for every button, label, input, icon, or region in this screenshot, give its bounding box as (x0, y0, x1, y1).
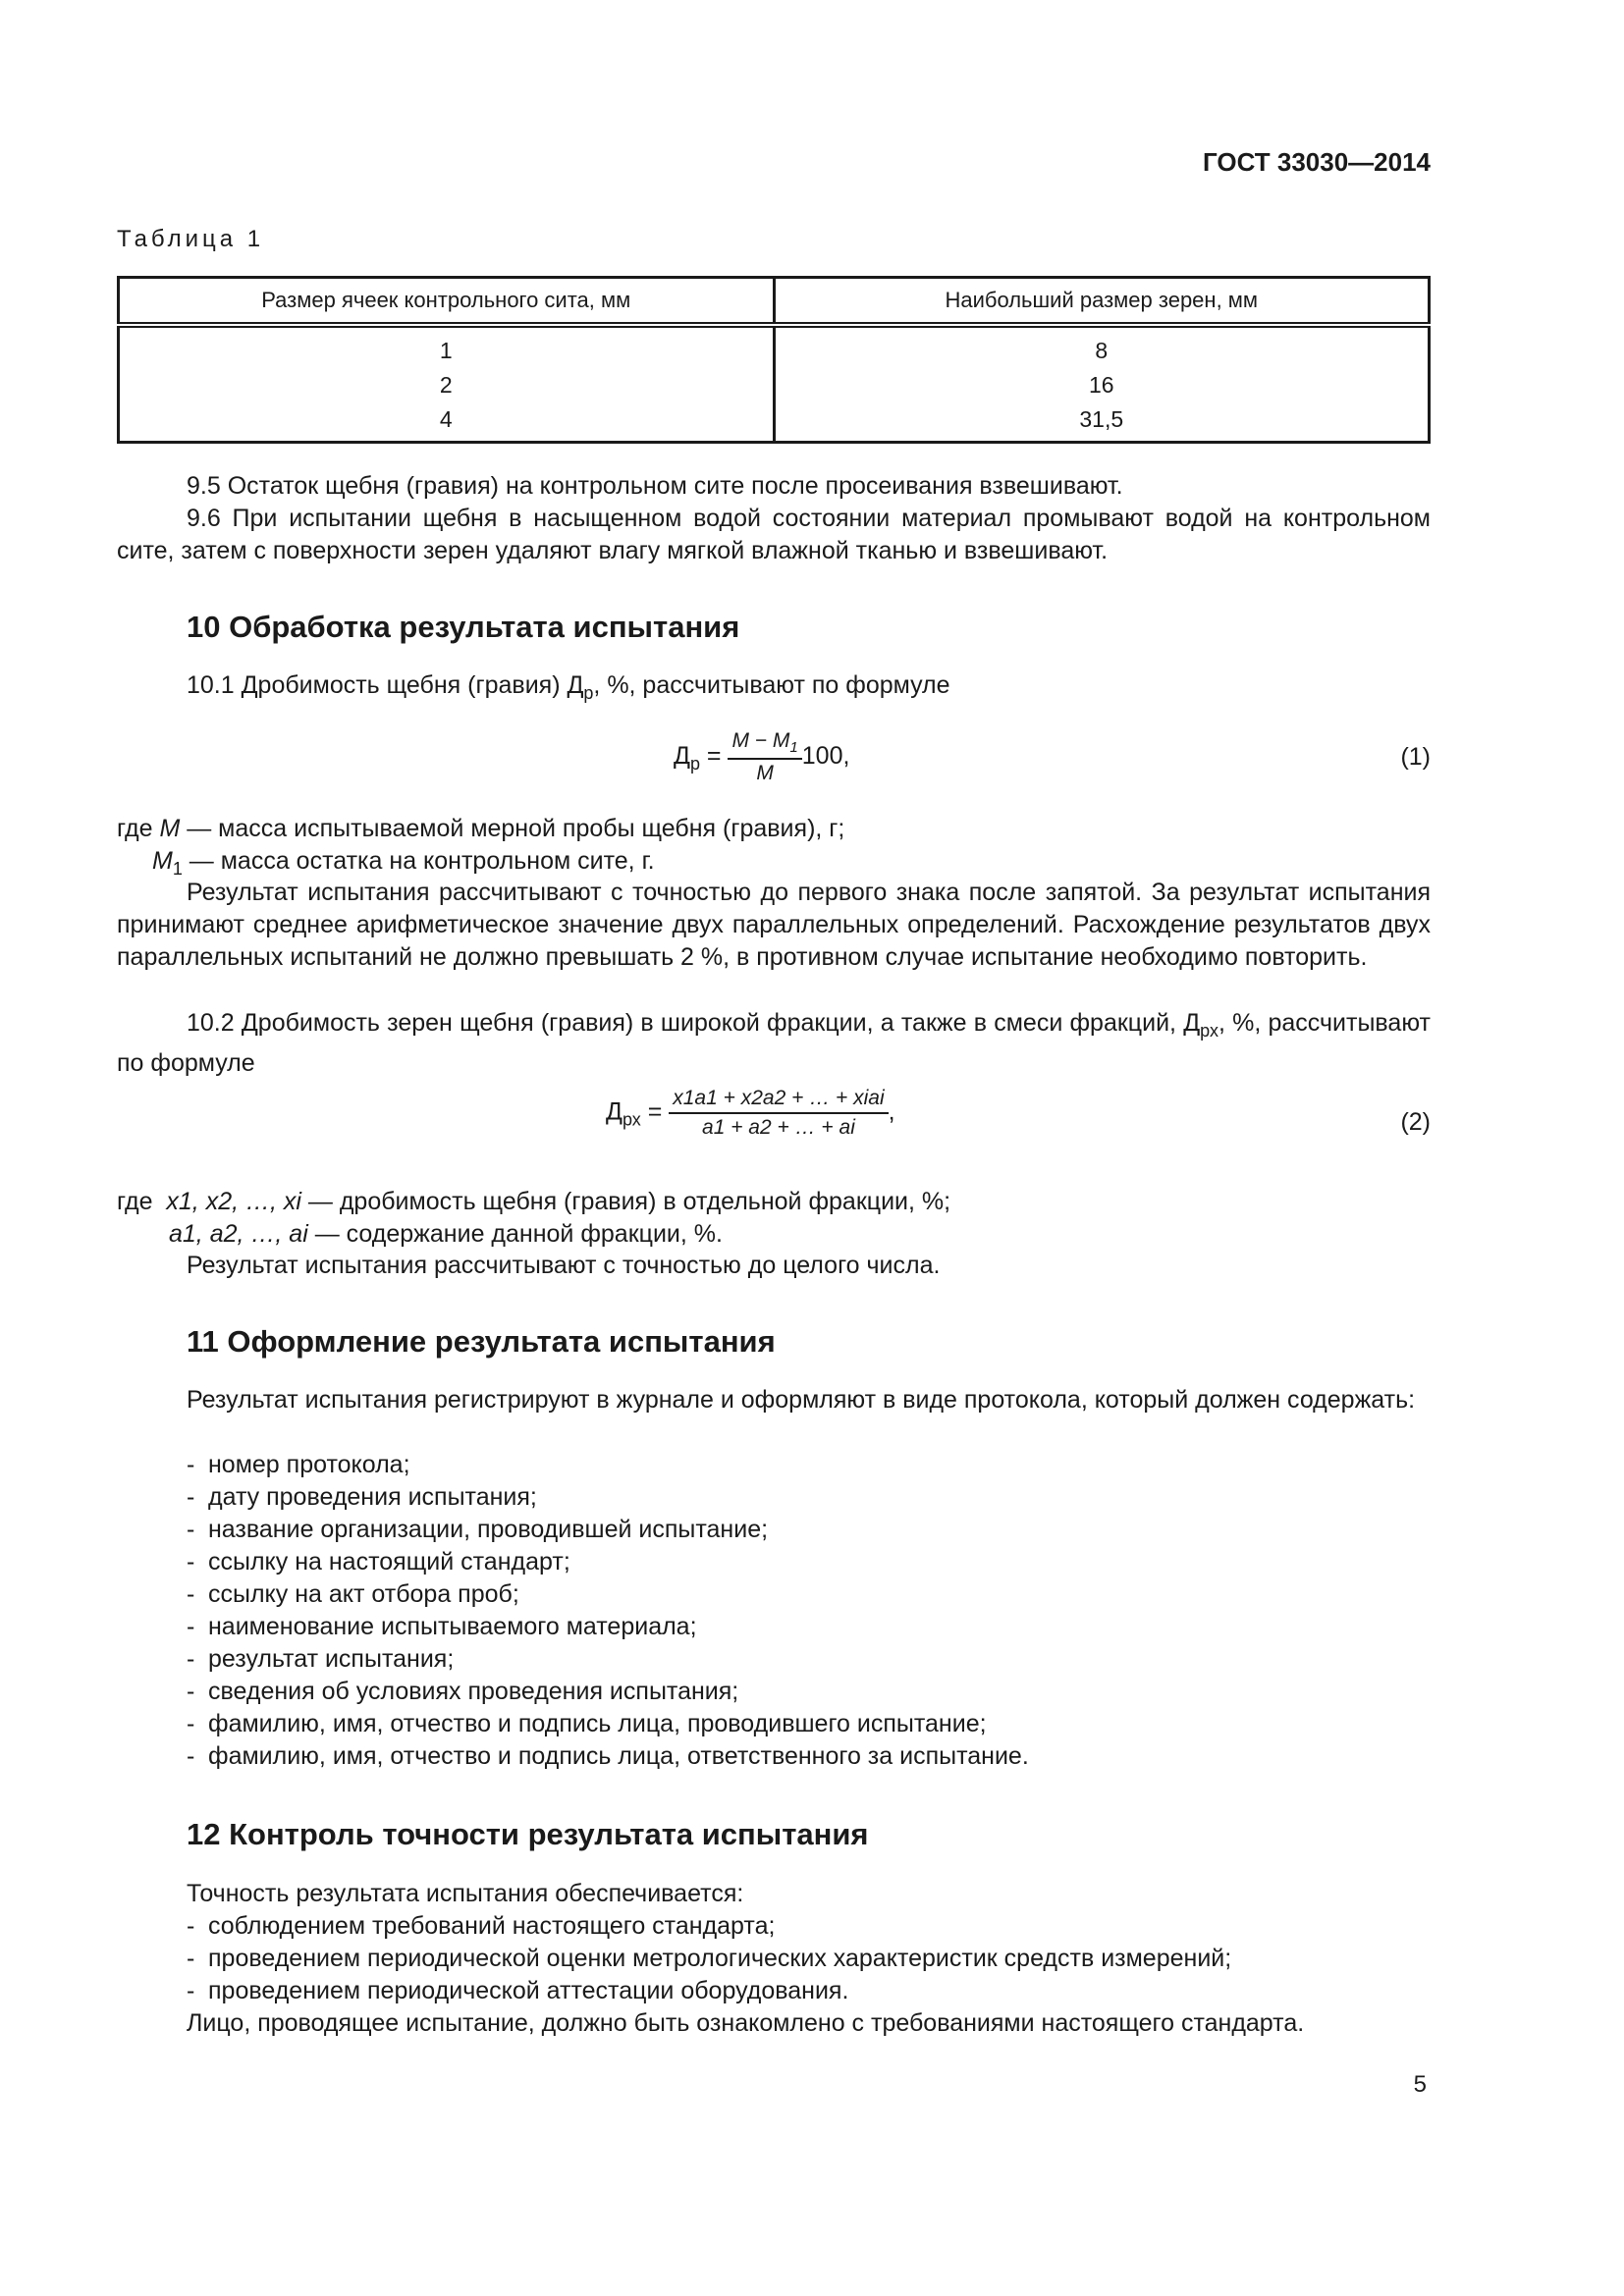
page-number: 5 (1413, 2071, 1427, 2098)
list-item-text: название организации, проводившей испытание; (208, 1516, 769, 1543)
list-item-text: номер протокола; (208, 1451, 410, 1478)
subscript: р (689, 754, 700, 774)
table-cell-mesh: 4 (119, 402, 775, 443)
list-dash: - (187, 1742, 195, 1770)
list-dash: - (187, 1678, 195, 1705)
paragraph-9-5: 9.5 Остаток щебня (гравия) на контрольном сите после просеивания взвешивают. (187, 472, 1123, 500)
list-item-text: фамилию, имя, отчество и подпись лица, проводившего испытание; (208, 1710, 987, 1737)
text: — дробимость щебня (гравия) в отдельной фракции, %; (300, 1188, 951, 1215)
variables: a1, a2, …, ai (169, 1220, 308, 1248)
table-row (119, 325, 1430, 368)
denominator: M (756, 762, 774, 785)
list-item-text: ссылку на настоящий стандарт; (208, 1548, 570, 1575)
where-line-4 (169, 1218, 1426, 1251)
list-item-text: сведения об условиях проведения испытания; (208, 1678, 739, 1705)
text: где (117, 815, 153, 842)
table-cell-grain: 31,5 (774, 402, 1430, 443)
text: , %, рассчитывают по формуле (593, 671, 950, 699)
text: 10.2 Дробимость зерен щебня (гравия) в широкой фракции, а также в смеси фракций, Д (187, 1009, 1201, 1037)
list-dash: - (187, 1451, 195, 1478)
text: , %, рассчитывают по формуле (117, 1009, 1431, 1077)
text: — содержание данной фракции, %. (307, 1220, 723, 1248)
section-12-heading: 12 Контроль точности результата испытания (187, 1817, 869, 1851)
formula-tail: , (888, 1097, 895, 1126)
list-item-text: проведением периодической оценки метрологических характеристик средств измерений; (208, 1945, 1232, 1972)
list-item-text: наименование испытываемого материала; (208, 1613, 697, 1640)
subscript: 1 (789, 739, 798, 757)
fraction (728, 729, 801, 785)
section-11-intro: Результат испытания регистрируют в журнале и оформляют в виде протокола, который должен содержать: (187, 1386, 1416, 1414)
where-line-3 (117, 1186, 1431, 1218)
list-item (187, 1514, 1500, 1546)
text: где (117, 1188, 153, 1215)
denominator: a1 + a2 + … + ai (702, 1116, 855, 1139)
list-item-text: ссылку на акт отбора проб; (208, 1580, 519, 1608)
paragraph-result: Результат испытания рассчитывают с точностью до первого знака после запятой. За результат испытания принимают среднее арифметическое значение двух параллельных определений. Расхождение результатов двух параллельных испытаний не должно превышать 2 %, в противном случае испытание необходимо повторить. (117, 879, 1431, 971)
list-item-text: проведением периодической аттестации оборудования. (208, 1977, 849, 2004)
section-12-intro: Точность результата испытания обеспечивается: (187, 1880, 744, 1907)
table-row (119, 402, 1430, 443)
text: — масса испытываемой мерной пробы щебня (гравия), г; (180, 815, 845, 842)
paragraph-9-6: 9.6 При испытании щебня в насыщенном водой состоянии материал промывают водой на контрольном сите, затем с поверхности зерен удаляют влагу мягкой влажной тканью и взвешивают. (117, 505, 1431, 564)
formula-lhs: Д (674, 742, 690, 771)
subscript: рх (622, 1109, 641, 1130)
sieve-table (117, 276, 1431, 444)
where-line-1 (117, 813, 1431, 845)
table-cell-grain: 16 (774, 368, 1430, 402)
list-item (187, 1611, 1500, 1643)
numerator: x1a1 + x2a2 + … + xiai (669, 1087, 888, 1114)
list-item (187, 1975, 1500, 2007)
list-item (187, 1546, 1500, 1578)
paragraph-10-1 (117, 669, 1431, 710)
equation-number-1: (1) (1400, 743, 1431, 771)
list-item (187, 1643, 1500, 1676)
list-item-text: дату проведения испытания; (208, 1483, 537, 1511)
list-dash: - (187, 1613, 195, 1640)
num-text: M − M (731, 729, 790, 752)
list-dash: - (187, 1580, 195, 1608)
list-item (187, 1578, 1500, 1611)
list-item-text: фамилию, имя, отчество и подпись лица, ответственного за испытание. (208, 1742, 1029, 1770)
list-item (187, 1676, 1500, 1708)
text: — масса остатка на контрольном сите, г. (182, 847, 655, 875)
table-cell-mesh: 2 (119, 368, 775, 402)
list-item-text: соблюдением требований настоящего стандарта; (208, 1912, 776, 1940)
table-row (119, 368, 1430, 402)
table-header-grain: Наибольший размер зерен, мм (774, 278, 1430, 326)
list-item (187, 1740, 1500, 1773)
list-item-text: результат испытания; (208, 1645, 455, 1673)
list-item (187, 1481, 1500, 1514)
formula-1: $Д_р$ = $\frac{M - M_1}{M}$ 100, (674, 729, 850, 785)
list-dash: - (187, 1548, 195, 1575)
list-dash: - (187, 1945, 195, 1972)
document-code: ГОСТ 33030—2014 (1203, 147, 1431, 177)
subscript: рх (1200, 1021, 1218, 1041)
list-dash: - (187, 1483, 195, 1511)
list-dash: - (187, 1710, 195, 1737)
variable: M (159, 815, 181, 842)
table-caption: Таблица 1 (117, 226, 265, 252)
list-item (187, 1910, 1500, 1943)
list-item (187, 1943, 1500, 1975)
list-item (187, 1449, 1500, 1481)
list-dash: - (187, 1977, 195, 2004)
section-11-heading: 11 Оформление результата испытания (187, 1324, 776, 1359)
subscript: 1 (172, 859, 183, 879)
formula-lhs: Д (606, 1097, 623, 1126)
formula-tail: 100, (801, 742, 850, 771)
variables: x1, x2, …, xi (166, 1188, 301, 1215)
equation-number-2: (2) (1400, 1108, 1431, 1136)
paragraph-10-2 (117, 1007, 1431, 1080)
numerator (728, 729, 801, 760)
section-12-closing: Лицо, проводящее испытание, должно быть ознакомлено с требованиями настоящего стандарта. (187, 2009, 1305, 2037)
subscript: р (583, 683, 594, 703)
text: 10.1 Дробимость щебня (гравия) Д (187, 671, 584, 699)
table-cell-grain: 8 (774, 325, 1430, 368)
paragraph-result-2: Результат испытания рассчитывают с точностью до целого числа. (187, 1252, 941, 1279)
list-dash: - (187, 1912, 195, 1940)
fraction (669, 1087, 888, 1140)
variable: M (152, 847, 173, 875)
list-item (187, 1708, 1500, 1740)
formula-2: $Д_{рх}$ = $\frac{\text{x1a1 + x2a2 + … + xiai}}{a1 + a2 + \dots + ai}$ , (606, 1087, 895, 1139)
table-header-mesh: Размер ячеек контрольного сита, мм (119, 278, 775, 326)
list-dash: - (187, 1645, 195, 1673)
list-dash: - (187, 1516, 195, 1543)
section-10-heading: 10 Обработка результата испытания (187, 610, 740, 644)
table-cell-mesh: 1 (119, 325, 775, 368)
